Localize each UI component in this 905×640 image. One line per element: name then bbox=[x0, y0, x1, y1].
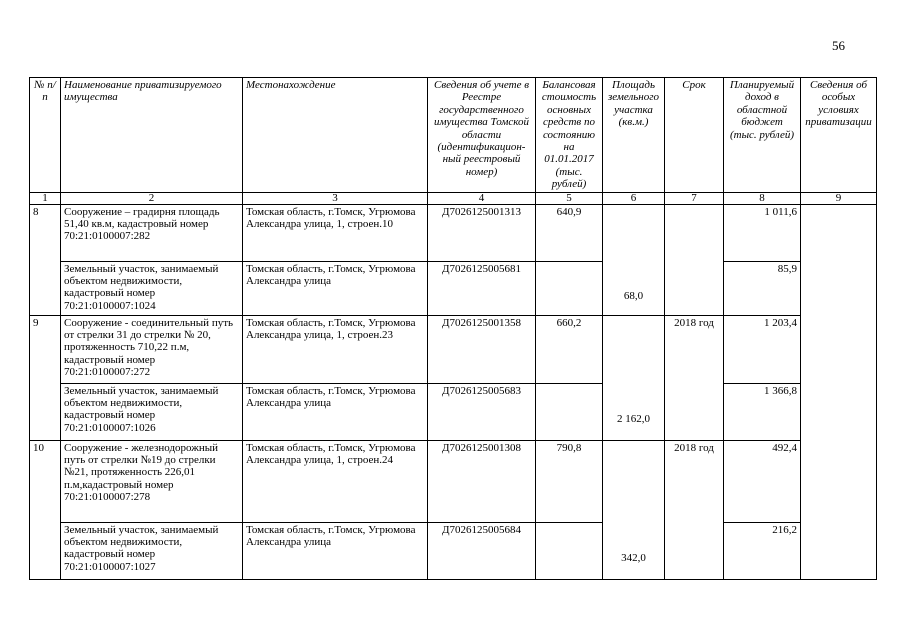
column-number: 3 bbox=[243, 192, 428, 204]
balance-value bbox=[536, 522, 603, 579]
registry-number: Д7026125001308 bbox=[428, 440, 536, 522]
column-number: 9 bbox=[801, 192, 877, 204]
property-location: Томская область, г.Томск, Угрюмова Александра улица bbox=[243, 261, 428, 315]
planned-income: 1 203,4 bbox=[724, 315, 801, 383]
header-name: Наименование приватизируемого имущества bbox=[61, 78, 243, 193]
property-name: Земельный участок, занимаемый объектом недвижимости, кадастровый номер 70:21:0100007:1026 bbox=[61, 383, 243, 440]
planned-income: 216,2 bbox=[724, 522, 801, 579]
header-location: Местонахождение bbox=[243, 78, 428, 193]
registry-number: Д7026125001313 bbox=[428, 204, 536, 261]
table-row bbox=[30, 522, 877, 579]
planned-income: 492,4 bbox=[724, 440, 801, 522]
row-number: 8 bbox=[30, 204, 61, 315]
balance-value: 660,2 bbox=[536, 315, 603, 383]
land-area-cell bbox=[603, 315, 665, 440]
property-name: Земельный участок, занимаемый объектом недвижимости, кадастровый номер 70:21:0100007:1024 bbox=[61, 261, 243, 315]
column-number: 1 bbox=[30, 192, 61, 204]
header-term: Срок bbox=[665, 78, 724, 193]
property-name: Земельный участок, занимаемый объектом недвижимости, кадастровый номер 70:21:0100007:1027 bbox=[61, 522, 243, 579]
registry-number: Д7026125001358 bbox=[428, 315, 536, 383]
planned-income: 85,9 bbox=[724, 261, 801, 315]
property-name: Сооружение - железнодорожный путь от стрелки №19 до стрелки №21, протяженность 226,01 п.м,кадастровый номер 70:21:0100007:278 bbox=[61, 440, 243, 522]
page-number: 56 bbox=[832, 38, 845, 53]
term: 2018 год bbox=[665, 440, 724, 579]
table-row bbox=[30, 204, 877, 261]
land-area: 2 162,0 bbox=[617, 413, 650, 426]
column-number: 5 bbox=[536, 192, 603, 204]
registry-number: Д7026125005684 bbox=[428, 522, 536, 579]
header-balance: Балансовая стоимость основных средств по состоянию на 01.01.2017 (тыс. рублей) bbox=[536, 78, 603, 193]
header-income: Планируемый доход в областной бюджет (тыс. рублей) bbox=[724, 78, 801, 193]
column-number: 6 bbox=[603, 192, 665, 204]
column-number: 2 bbox=[61, 192, 243, 204]
property-location: Томская область, г.Томск, Угрюмова Александра улица bbox=[243, 522, 428, 579]
term: 2018 год bbox=[665, 315, 724, 440]
privatization-table bbox=[29, 77, 877, 580]
column-number: 4 bbox=[428, 192, 536, 204]
special-conditions bbox=[801, 204, 877, 579]
balance-value bbox=[536, 383, 603, 440]
property-location: Томская область, г.Томск, Угрюмова Александра улица bbox=[243, 383, 428, 440]
table-row bbox=[30, 315, 877, 383]
balance-value bbox=[536, 261, 603, 315]
column-number: 8 bbox=[724, 192, 801, 204]
header-row bbox=[30, 78, 877, 193]
header-registry: Сведения об учете в Реестре государственного имущества Томской области (идентификацион- ный реестровый номер) bbox=[428, 78, 536, 193]
property-name: Сооружение - соединительный путь от стрелки 31 до стрелки № 20, протяженность 710,22 п.м, кадастровый номер 70:21:0100007:272 bbox=[61, 315, 243, 383]
land-area-cell bbox=[603, 440, 665, 579]
land-area: 342,0 bbox=[621, 552, 646, 565]
term-cell-8 bbox=[665, 204, 724, 315]
balance-value: 790,8 bbox=[536, 440, 603, 522]
planned-income: 1 366,8 bbox=[724, 383, 801, 440]
property-name: Сооружение – градирня площадь 51,40 кв.м, кадастровый номер 70:21:0100007:282 bbox=[61, 204, 243, 261]
header-no: № п/п bbox=[30, 78, 61, 193]
planned-income: 1 011,6 bbox=[724, 204, 801, 261]
header-area: Площадь земельного участка (кв.м.) bbox=[603, 78, 665, 193]
registry-number: Д7026125005683 bbox=[428, 383, 536, 440]
land-area: 68,0 bbox=[623, 290, 644, 303]
land-area-cell bbox=[603, 204, 665, 315]
property-location: Томская область, г.Томск, Угрюмова Александра улица, 1, строен.23 bbox=[243, 315, 428, 383]
balance-value: 640,9 bbox=[536, 204, 603, 261]
registry-number: Д7026125005681 bbox=[428, 261, 536, 315]
table-row bbox=[30, 440, 877, 522]
row-number: 9 bbox=[30, 315, 61, 440]
table-row bbox=[30, 383, 877, 440]
property-location: Томская область, г.Томск, Угрюмова Александра улица, 1, строен.24 bbox=[243, 440, 428, 522]
row-number: 10 bbox=[30, 440, 61, 579]
column-number: 7 bbox=[665, 192, 724, 204]
column-number-row bbox=[30, 192, 877, 204]
property-location: Томская область, г.Томск, Угрюмова Александра улица, 1, строен.10 bbox=[243, 204, 428, 261]
header-special: Сведения об особых условиях приватизации bbox=[801, 78, 877, 193]
table-row bbox=[30, 261, 877, 315]
